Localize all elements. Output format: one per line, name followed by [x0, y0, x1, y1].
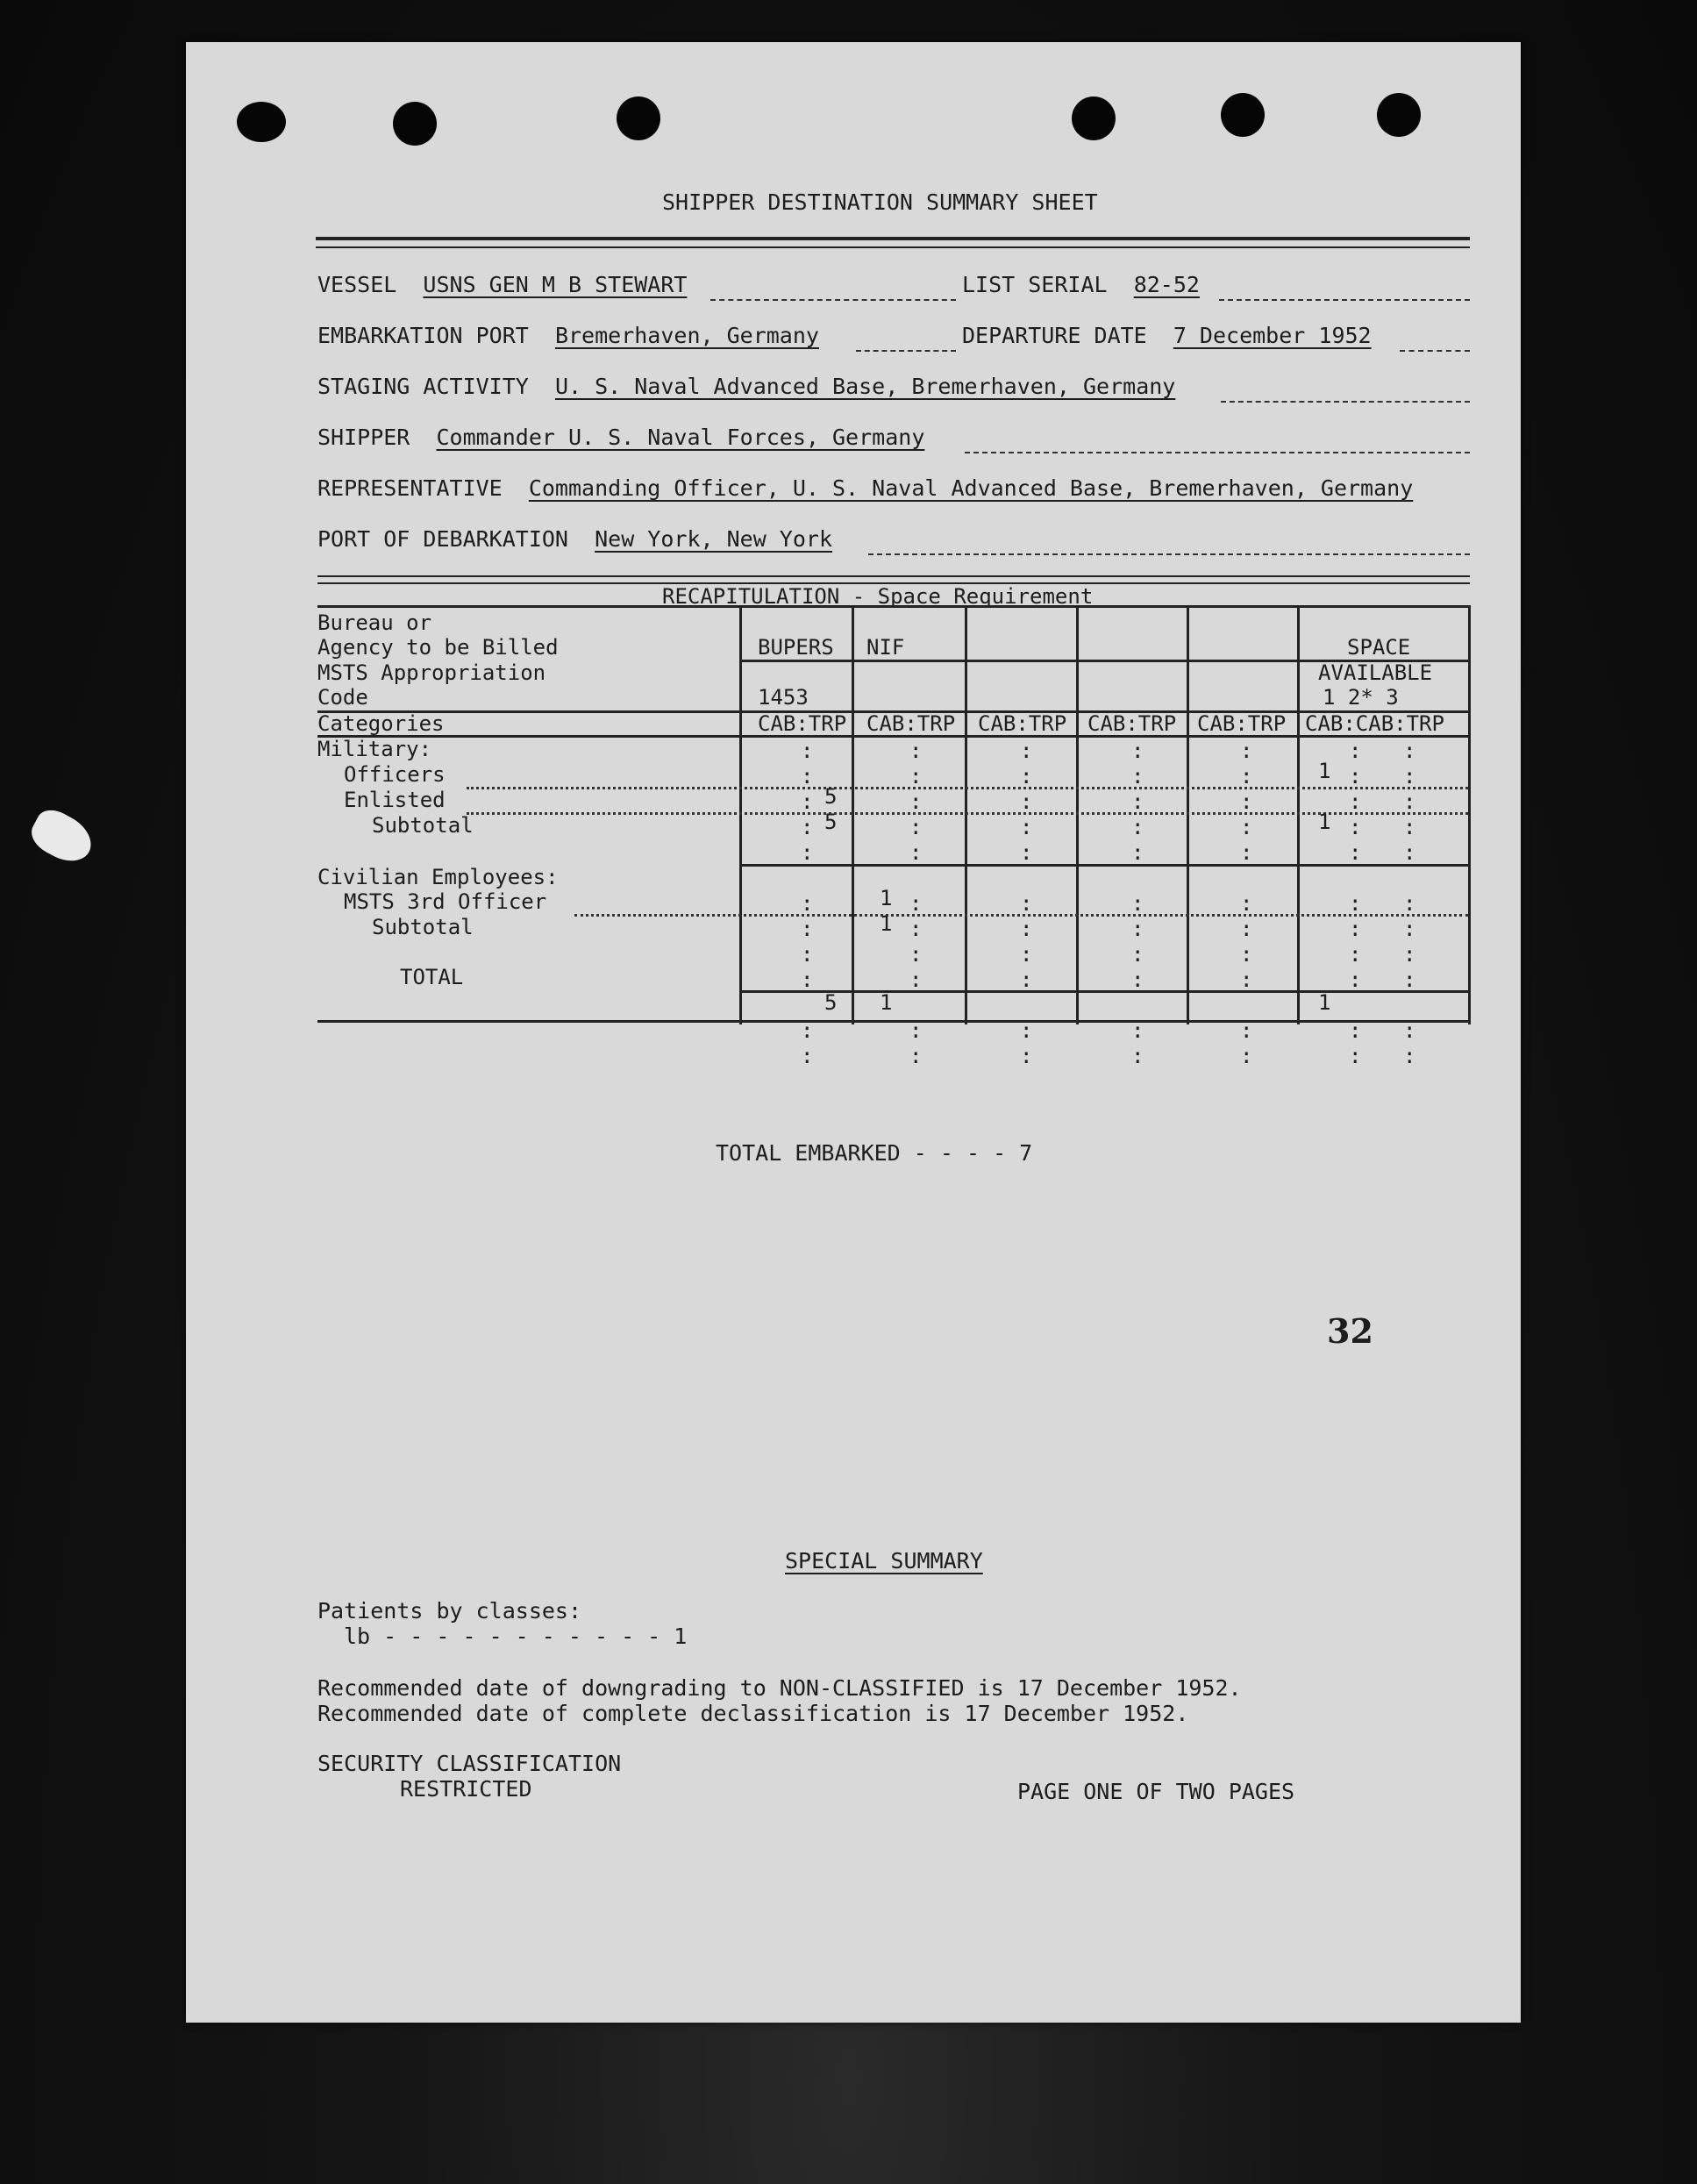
space-cab-header: CAB:CAB:TRP: [1305, 711, 1444, 736]
civilian-subtotal-label: Subtotal: [372, 915, 474, 939]
colon-separators: : : : : : : : : : : :: [801, 739, 814, 1068]
page-stamp: 32: [1327, 1311, 1373, 1351]
shipper-row: [317, 426, 924, 448]
staging-value: U. S. Naval Advanced Base, Bremerhaven, Germany: [554, 374, 1176, 399]
military-subtotal-label: Subtotal: [372, 813, 474, 838]
downgrade-note: Recommended date of downgrading to NON-CLASSIFIED is 17 December 1952.: [317, 1675, 1242, 1701]
bureau-label: Bureau or: [317, 610, 432, 635]
civilian-label: Civilian Employees:: [317, 865, 559, 889]
categories-label: Categories: [317, 711, 445, 736]
available-numbers: 1 2* 3: [1323, 685, 1399, 710]
colon-separators: : : : : : : : : : : :: [1020, 739, 1033, 1068]
column-rule: [1187, 605, 1189, 1024]
staging-row: [317, 375, 1175, 397]
fill-line: [1219, 299, 1470, 301]
cab-trp-header: CAB:TRP: [758, 711, 847, 736]
security-value: RESTRICTED: [400, 1776, 532, 1802]
column-rule: [1468, 605, 1471, 1024]
vessel-label: VESSEL: [317, 272, 397, 297]
code-label: Code: [317, 685, 368, 710]
colon-separators: : : : : : : : : : : :: [1131, 739, 1144, 1068]
representative-value: Commanding Officer, U. S. Naval Advanced Base, Bremerhaven, Germany: [528, 475, 1414, 501]
staging-label: STAGING ACTIVITY: [317, 374, 529, 399]
divider: [317, 575, 1470, 577]
punch-hole: [393, 102, 437, 146]
fill-line: [1221, 401, 1470, 403]
enlisted-bupers-value: 5: [824, 784, 838, 809]
column-rule: [1297, 605, 1300, 1024]
dot-leader: [467, 787, 1468, 789]
column-rule: [852, 605, 854, 1024]
colon-separators: : : : : : : : : : : :: [909, 739, 923, 1068]
total-embarked: TOTAL EMBARKED - - - - 7: [716, 1140, 1033, 1166]
column-rule: [739, 605, 742, 1024]
military-subtotal-space: 1: [1318, 810, 1331, 834]
cab-trp-header: CAB:TRP: [1087, 711, 1177, 736]
list-serial-label: LIST SERIAL: [962, 272, 1108, 297]
punch-hole: [1072, 96, 1116, 140]
vessel-row: [317, 274, 687, 296]
shipper-value: Commander U. S. Naval Forces, Germany: [436, 425, 925, 450]
special-summary-heading: SPECIAL SUMMARY: [785, 1548, 983, 1574]
column-rule: [1076, 605, 1079, 1024]
total-label: TOTAL: [400, 965, 464, 989]
colon-separators: : : : : : : : : : : :: [1403, 739, 1416, 1068]
military-subtotal-bupers: 5: [824, 810, 838, 834]
departure-value: 7 December 1952: [1173, 323, 1372, 348]
bupers-header: BUPERS: [758, 635, 834, 660]
page-title: SHIPPER DESTINATION SUMMARY SHEET: [662, 189, 1098, 215]
officers-label: Officers: [344, 762, 446, 787]
table-bottom-border: [317, 1020, 1470, 1023]
debarkation-label: PORT OF DEBARKATION: [317, 526, 568, 552]
punch-hole: [237, 102, 286, 142]
msts-nif-value: 1: [880, 886, 893, 910]
msts-officer-label: MSTS 3rd Officer: [344, 889, 547, 914]
list-serial-value: 82-52: [1133, 272, 1200, 297]
representative-row: [317, 477, 1413, 499]
total-space-value: 1: [1318, 990, 1331, 1015]
security-label: SECURITY CLASSIFICATION: [317, 1751, 622, 1776]
fill-line: [856, 350, 956, 352]
departure-label: DEPARTURE DATE: [962, 323, 1147, 348]
officers-space-value: 1: [1318, 759, 1331, 783]
space-header: SPACE: [1347, 635, 1411, 660]
fill-line: [965, 452, 1470, 453]
military-label: Military:: [317, 737, 432, 761]
debarkation-row: [317, 528, 832, 550]
punch-hole: [1221, 93, 1265, 137]
patient-class-line: lb - - - - - - - - - - - 1: [344, 1624, 688, 1649]
declassification-note: Recommended date of complete declassification is 17 December 1952.: [317, 1701, 1189, 1726]
debarkation-value: New York, New York: [595, 526, 833, 552]
available-header: AVAILABLE: [1318, 660, 1433, 685]
divider: [316, 246, 1470, 248]
nif-header: NIF: [866, 635, 905, 660]
bupers-code: 1453: [758, 685, 809, 710]
cab-trp-header: CAB:TRP: [978, 711, 1067, 736]
page-note: PAGE ONE OF TWO PAGES: [1017, 1779, 1295, 1804]
fill-line: [1400, 350, 1470, 352]
embarkation-row: [317, 325, 819, 346]
punch-hole: [1377, 93, 1421, 137]
representative-label: REPRESENTATIVE: [317, 475, 503, 501]
embarkation-value: Bremerhaven, Germany: [554, 323, 819, 348]
list-serial-row: [962, 274, 1200, 296]
cab-trp-header: CAB:TRP: [866, 711, 956, 736]
colon-separators: : : : : : : : : : : :: [1240, 739, 1253, 1068]
cab-trp-header: CAB:TRP: [1197, 711, 1287, 736]
column-rule: [965, 605, 967, 1024]
fill-line: [868, 553, 1470, 555]
divider: [316, 237, 1470, 240]
total-nif-value: 1: [880, 990, 893, 1015]
patients-label: Patients by classes:: [317, 1598, 582, 1624]
total-bupers-value: 5: [824, 990, 838, 1015]
civilian-subtotal-nif: 1: [880, 911, 893, 936]
vessel-value: USNS GEN M B STEWART: [423, 272, 688, 297]
departure-row: [962, 325, 1372, 346]
fill-line: [710, 299, 956, 301]
shipper-label: SHIPPER: [317, 425, 410, 450]
agency-label: Agency to be Billed: [317, 635, 559, 660]
enlisted-label: Enlisted: [344, 788, 446, 812]
msts-label: MSTS Appropriation: [317, 660, 546, 685]
punch-hole: [617, 96, 660, 140]
recap-heading: RECAPITULATION - Space Requirement: [662, 584, 1094, 609]
colon-separators: : : : : : : : : : : :: [1349, 739, 1362, 1068]
embarkation-label: EMBARKATION PORT: [317, 323, 529, 348]
